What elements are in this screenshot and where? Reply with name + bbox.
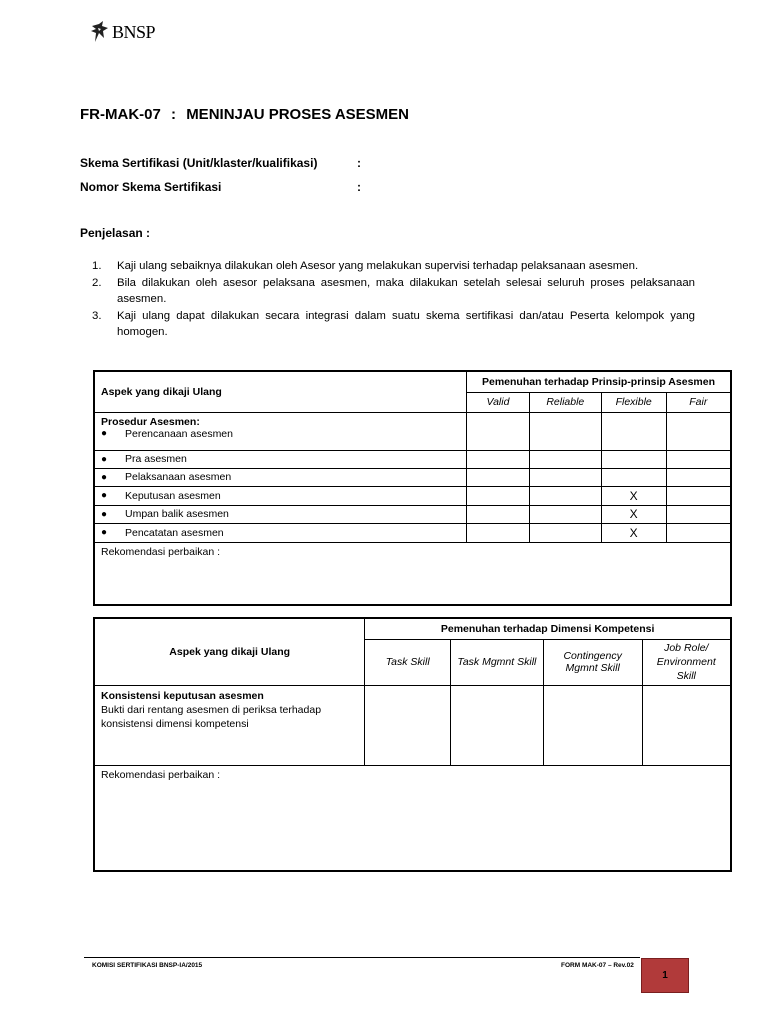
column-task-skill: Task Skill: [365, 639, 451, 685]
check-cell[interactable]: [601, 468, 666, 486]
bullet-icon: ●: [101, 428, 108, 439]
aspect-header: Aspek yang dikaji Ulang: [94, 618, 365, 685]
check-cell[interactable]: [666, 468, 731, 486]
check-cell[interactable]: [529, 486, 601, 505]
check-cell[interactable]: X: [601, 505, 666, 523]
table-row: [94, 450, 731, 468]
table-row: [94, 505, 731, 523]
column-fair: Fair: [666, 392, 731, 412]
row-label-cell: [94, 412, 467, 450]
check-cell[interactable]: X: [601, 523, 666, 542]
check-cell[interactable]: [666, 412, 731, 450]
check-cell[interactable]: [529, 523, 601, 542]
list-item: [80, 258, 695, 274]
row-label-cell: [94, 505, 467, 523]
row-label: Keputusan asesmen: [125, 489, 221, 502]
check-cell[interactable]: [543, 685, 642, 765]
recommendation-cell[interactable]: Rekomendasi perbaikan :: [94, 765, 731, 871]
check-cell[interactable]: [529, 450, 601, 468]
list-item: [80, 275, 695, 307]
check-cell[interactable]: X: [601, 486, 666, 505]
form-title: [80, 106, 409, 123]
check-cell[interactable]: [529, 505, 601, 523]
competency-dimensions-table: [93, 617, 732, 872]
column-valid: Valid: [467, 392, 530, 412]
scheme-field-label: Skema Sertifikasi (Unit/klaster/kualifikasi): [80, 156, 318, 170]
section-title: Prosedur Asesmen:: [101, 415, 200, 428]
table-row: [94, 523, 731, 542]
bullet-icon: ●: [101, 527, 108, 538]
check-cell[interactable]: [467, 412, 530, 450]
list-text: Bila dilakukan oleh asesor pelaksana asesmen, maka dilakukan setelah selesai seluruh proses pelaksanaan asesmen.: [117, 277, 695, 305]
row-label: Perencanaan asesmen: [125, 427, 233, 440]
check-cell[interactable]: [467, 486, 530, 505]
table-row: [94, 468, 731, 486]
check-cell[interactable]: [467, 450, 530, 468]
check-cell[interactable]: [601, 450, 666, 468]
check-cell[interactable]: [666, 486, 731, 505]
footer-right-text: FORM MAK-07 – Rev.02: [561, 962, 634, 969]
row-label: Umpan balik asesmen: [125, 508, 229, 520]
column-job-role-environment-skill: Job Role/ Environment Skill: [642, 639, 731, 685]
page-number: [641, 958, 689, 993]
logo-text: BNSP: [112, 21, 156, 42]
check-cell[interactable]: [467, 505, 530, 523]
dimensions-group-header: Pemenuhan terhadap Dimensi Kompetensi: [365, 618, 731, 639]
bullet-icon: ●: [101, 508, 108, 520]
list-item: [101, 428, 460, 440]
row-label-cell: [94, 486, 467, 505]
column-flexible: Flexible: [601, 392, 666, 412]
column-task-mgmnt-skill: Task Mgmnt Skill: [451, 639, 544, 685]
row-label: Pelaksanaan asesmen: [125, 471, 232, 483]
row-label: Pra asesmen: [125, 453, 187, 465]
list-text: Kaji ulang dapat dilakukan secara integrasi dalam suatu skema sertifikasi dan/atau Peserta kelompok yang homogen.: [117, 310, 695, 338]
row-label-cell: [94, 450, 467, 468]
form-title-text: MENINJAU PROSES ASESMEN: [186, 106, 410, 123]
footer-left-text: KOMISI SERTIFIKASI BNSP-IA/2015: [92, 962, 203, 969]
row-description: Bukti dari rentang asesmen di periksa terhadap konsistensi dimensi kompetensi: [101, 703, 322, 730]
row-label: Pencatatan asesmen: [125, 526, 224, 539]
row-title: Konsistensi keputusan asesmen: [101, 689, 264, 702]
bullet-icon: ●: [101, 453, 108, 465]
check-cell[interactable]: [666, 523, 731, 542]
list-number: 1.: [92, 260, 102, 272]
footer-divider: [84, 957, 640, 958]
check-cell[interactable]: [529, 468, 601, 486]
check-cell[interactable]: [451, 685, 544, 765]
column-reliable: Reliable: [529, 392, 601, 412]
check-cell[interactable]: [529, 412, 601, 450]
page-number-text: 1: [662, 970, 668, 981]
explanation-list: [80, 258, 695, 341]
recommendation-cell[interactable]: Rekomendasi perbaikan :: [94, 542, 731, 605]
bullet-icon: ●: [101, 471, 108, 483]
principles-group-header: Pemenuhan terhadap Prinsip-prinsip Asesmen: [467, 371, 731, 392]
bird-emblem-icon: [90, 20, 110, 44]
scheme-field: [80, 156, 361, 170]
list-item: [80, 308, 695, 340]
check-cell[interactable]: [666, 505, 731, 523]
check-cell[interactable]: [467, 523, 530, 542]
check-cell[interactable]: [642, 685, 731, 765]
form-code: FR-MAK-07: [80, 106, 161, 123]
title-separator: :: [171, 106, 177, 123]
check-cell[interactable]: [601, 412, 666, 450]
aspect-header: Aspek yang dikaji Ulang: [94, 371, 467, 412]
table-row: [94, 685, 731, 765]
scheme-field-colon: :: [357, 156, 361, 170]
bnsp-logo: [90, 20, 155, 44]
scheme-number-field: [80, 180, 361, 194]
column-contingency-mgmnt-skill: Contingency Mgmnt Skill: [543, 639, 642, 685]
list-number: 2.: [92, 277, 102, 289]
row-label-cell: [94, 523, 467, 542]
row-label-cell: [94, 685, 365, 765]
bullet-icon: ●: [101, 490, 108, 501]
assessment-principles-table: [93, 370, 732, 606]
list-text: Kaji ulang sebaiknya dilakukan oleh Asesor yang melakukan supervisi terhadap pelaksanaan asesmen.: [117, 260, 639, 272]
explanation-heading: Penjelasan :: [80, 226, 151, 240]
check-cell[interactable]: [666, 450, 731, 468]
scheme-number-label: Nomor Skema Sertifikasi: [80, 180, 222, 194]
table-row: [94, 486, 731, 505]
scheme-number-colon: :: [357, 180, 361, 194]
check-cell[interactable]: [365, 685, 451, 765]
list-number: 3.: [92, 310, 102, 322]
row-label-cell: [94, 468, 467, 486]
check-cell[interactable]: [467, 468, 530, 486]
table-row: [94, 412, 731, 450]
